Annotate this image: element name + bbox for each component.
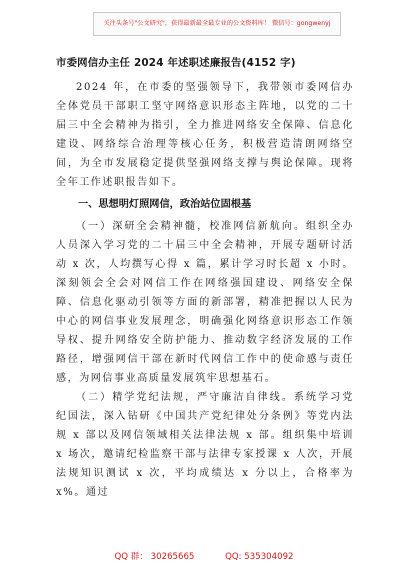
footer-qq-group: QQ 群： 30265665 <box>114 552 195 562</box>
intro-paragraph: 2024 年，在市委的坚强领导下，我带领市委网信办全体党员干部职工坚守网络意识形态主阵地，以党的二十届三中全会精神为指引，全力推进网络安全保障、信息化建设、网络综合治理等核心任务，积极营造清朗网络空间，为全市发展稳定提供坚强网络支撑与舆论保障。现将全年工作述职报告如下。 <box>56 82 354 188</box>
document-title: 市委网信办主任 2024 年述职述廉报告(4152 字) <box>56 57 296 69</box>
section-heading-1: 一、思想明灯照网信，政治站位固根基 <box>78 199 252 210</box>
paragraph-1: （一）深研全会精神髓，校准网信新航向。组织全办人员深入学习党的二十届三中全会精神，开展专题研讨活动 x 次，人均撰写心得 x 篇，累计学习时长超 x 小时。深刻领会全会对网信工作在网络强国建设、网络安全保障、信息化驱动引领等方面的新部署，精准把握以人民为中心的网信事业发展理念，明确强化网络意识形态工作领导权、提升网络安全防护能力、推动数字经济发展的工作路径，增强网信干部在新时代网信工作中的使命感与责任感，为网信事业高质量发展筑牢思想基石。 <box>56 221 354 384</box>
footer-contact <box>0 550 408 562</box>
paragraph-2: （二）精学党纪法规，严守廉洁自律线。系统学习党纪国法，深入钻研《中国共产党纪律处分条例》等党内法规 x 部以及网信领域相关法律法规 x 部。组织集中培训 x 场次，邀请纪检监察干部与法律专家授课 x 人次，开展法规知识测试 x 次，平均成绩达 x 分以上，合格率为 x%。通过 <box>56 392 354 498</box>
footer-qq: QQ: 535304092 <box>225 552 294 562</box>
document-body <box>56 56 354 502</box>
promo-banner: 关注头条号"公文研究"，获得最新最全最专业的公文资料库！ 微信号：gongwenyj <box>93 12 341 36</box>
